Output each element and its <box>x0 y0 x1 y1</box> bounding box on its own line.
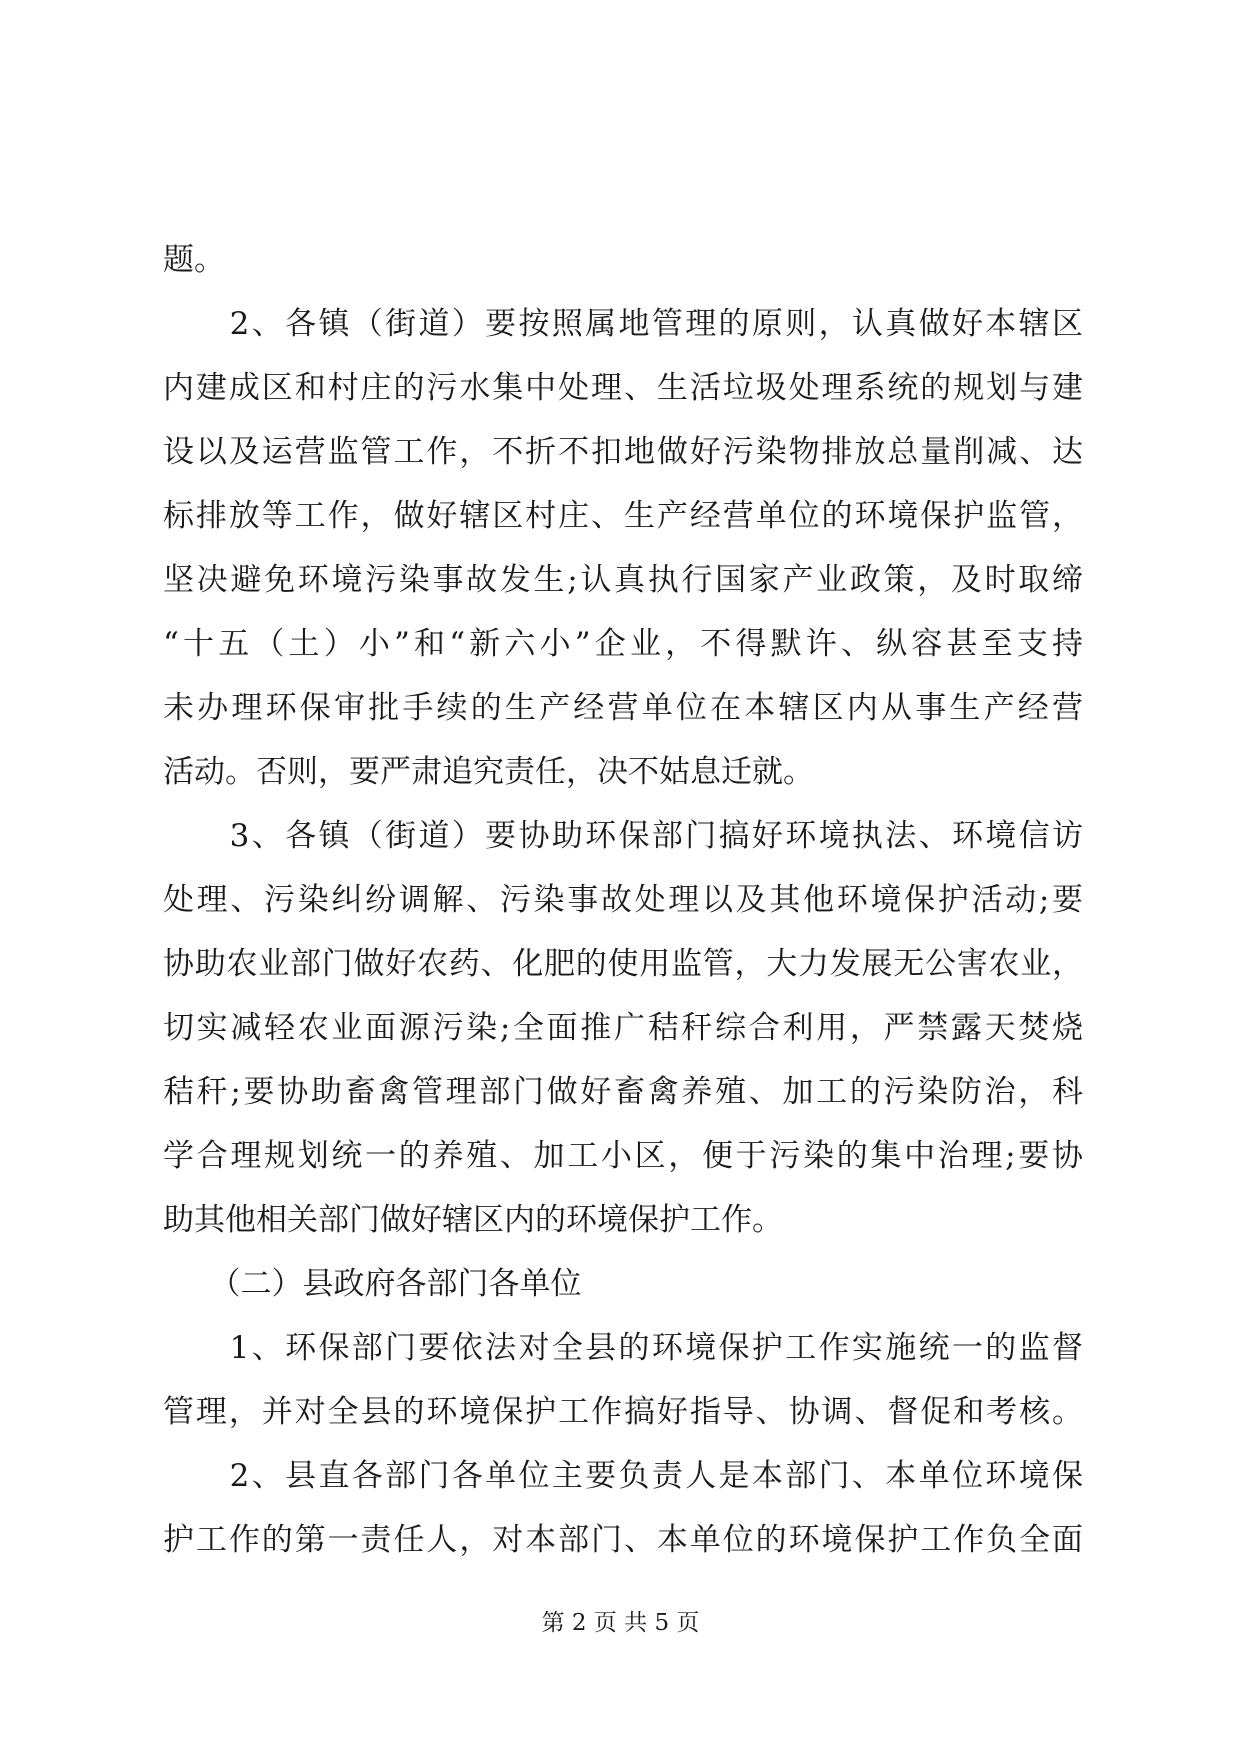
text-line: 3、各镇（街道）要协助环保部门搞好环境执法、环境信访 <box>163 818 1083 854</box>
text-line: 活动。否则，要严肃追究责任，决不姑息迁就。 <box>163 754 814 790</box>
text-line: 未办理环保审批手续的生产经营单位在本辖区内从事生产经营 <box>163 690 1083 726</box>
text-line: 学合理规划统一的养殖、加工小区，便于污染的集中治理;要协 <box>163 1138 1083 1174</box>
text-line: 1、环保部门要依法对全县的环境保护工作实施统一的监督 <box>163 1330 1083 1366</box>
text-line: 内建成区和村庄的污水集中处理、生活垃圾处理系统的规划与建 <box>163 370 1083 406</box>
text-line: 题。 <box>163 242 225 278</box>
text-line: 管理，并对全县的环境保护工作搞好指导、协调、督促和考核。 <box>163 1394 1083 1430</box>
text-line: 秸秆;要协助畜禽管理部门做好畜禽养殖、加工的污染防治，科 <box>163 1074 1083 1110</box>
text-line: 设以及运营监管工作，不折不扣地做好污染物排放总量削减、达 <box>163 434 1083 470</box>
text-line: 坚决避免环境污染事故发生;认真执行国家产业政策，及时取缔 <box>163 562 1083 598</box>
page-footer: 第 2 页 共 5 页 <box>541 1610 700 1636</box>
document-body <box>163 228 1083 1572</box>
text-line: 2、县直各部门各单位主要负责人是本部门、本单位环境保 <box>163 1458 1083 1494</box>
text-line: 2、各镇（街道）要按照属地管理的原则，认真做好本辖区 <box>163 306 1083 342</box>
text-line: 护工作的第一责任人，对本部门、本单位的环境保护工作负全面 <box>163 1522 1083 1558</box>
text-line: 处理、污染纠纷调解、污染事故处理以及其他环境保护活动;要 <box>163 882 1083 918</box>
text-line: （二）县政府各部门各单位 <box>163 1266 582 1302</box>
text-line: 助其他相关部门做好辖区内的环境保护工作。 <box>163 1202 783 1238</box>
text-line: “十五（土）小”和“新六小”企业，不得默许、纵容甚至支持 <box>163 626 1083 662</box>
text-line: 切实减轻农业面源污染;全面推广秸秆综合利用，严禁露天焚烧 <box>163 1010 1083 1046</box>
text-line: 标排放等工作，做好辖区村庄、生产经营单位的环境保护监管， <box>163 498 1083 534</box>
text-line: 协助农业部门做好农药、化肥的使用监管，大力发展无公害农业， <box>163 946 1083 982</box>
